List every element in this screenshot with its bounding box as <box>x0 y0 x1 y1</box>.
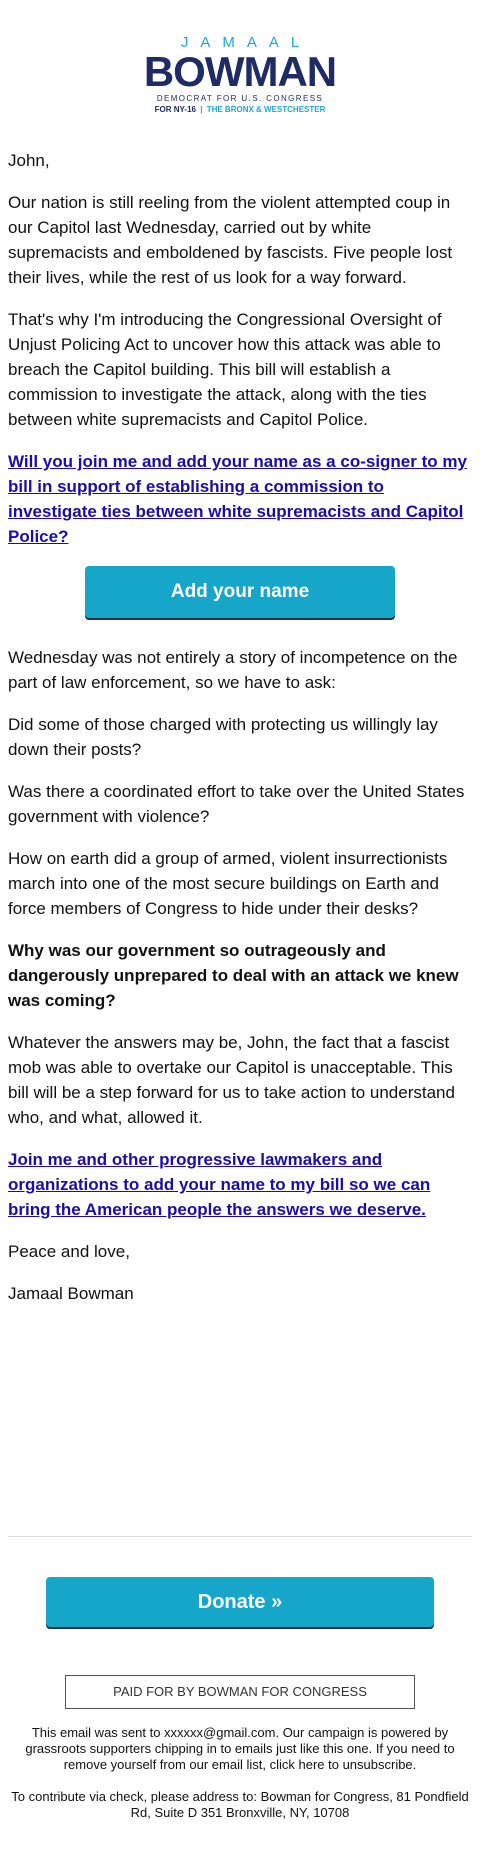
paid-for-box: PAID FOR BY BOWMAN FOR CONGRESS <box>65 1675 415 1709</box>
donate-button[interactable]: Donate » <box>46 1577 434 1627</box>
email-body <box>0 114 480 1306</box>
signature: Jamaal Bowman <box>8 1284 134 1303</box>
logo-tagline: DEMOCRAT FOR U.S. CONGRESS <box>156 94 324 103</box>
cta-paragraph-2 <box>8 1147 472 1222</box>
join-lawmakers-link[interactable]: Join me and other progressive lawmakers and organizations to add your name to my bill so we can bring the American people the answers we deserve. <box>8 1150 431 1219</box>
paragraph-3: Wednesday was not entirely a story of incompetence on the part of law enforcement, so we have to ask: <box>8 648 458 692</box>
donate-button-wrap <box>0 1577 480 1627</box>
greeting: John, <box>8 151 50 170</box>
footer-address: To contribute via check, please address to: Bowman for Congress, 81 Pondfield Rd, Suite D 351 Bronxville, NY, 10708 <box>11 1789 469 1820</box>
paragraph-8: Whatever the answers may be, John, the fact that a fascist mob was able to overtake our Capitol is unacceptable. This bill will be a step forward for us to take action to understand who, and what, allowed it. <box>8 1033 455 1127</box>
paragraph-5: Was there a coordinated effort to take over the United States government with violence? <box>8 782 465 826</box>
paragraph-4: Did some of those charged with protecting us willingly lay down their posts? <box>8 715 438 759</box>
logo-district-separator: | <box>200 105 203 114</box>
footer-notice[interactable]: This email was sent to xxxxxx@gmail.com. Our campaign is powered by grassroots supporters chipping in to emails just like this one. If you need to remove yourself from our email list, click here to unsubscribe. <box>25 1725 455 1772</box>
add-name-button[interactable]: Add your name <box>85 566 395 618</box>
campaign-logo <box>0 0 480 114</box>
logo-first-name: JAMAAL <box>180 34 312 51</box>
paragraph-7-bold: Why was our government so outrageously and dangerously unprepared to deal with an attack we knew was coming? <box>8 941 459 1010</box>
footer-divider <box>8 1536 472 1537</box>
paragraph-2: That's why I'm introducing the Congressional Oversight of Unjust Policing Act to uncover how this attack was able to breach the Capitol building. This bill will establish a commission to investigate the attack, along with the ties between white supremacists and Capitol Police. <box>8 310 442 429</box>
logo-district-left: FOR NY-16 <box>154 105 196 114</box>
logo-last-name: BOWMAN <box>143 48 337 95</box>
blank-space <box>0 1323 480 1536</box>
paragraph-6: How on earth did a group of armed, violent insurrectionists march into one of the most secure buildings on Earth and force members of Congress to hide under their desks? <box>8 849 448 918</box>
logo-district <box>155 105 326 114</box>
cta-paragraph-1 <box>8 449 472 549</box>
paragraph-1: Our nation is still reeling from the violent attempted coup in our Capitol last Wednesday, carried out by white supremacists and emboldened by fascists. Five people lost their lives, while the rest of us look for a way forward. <box>8 193 453 287</box>
signoff: Peace and love, <box>8 1242 130 1261</box>
cosigner-link[interactable]: Will you join me and add your name as a co-signer to my bill in support of establishing a commission to investigate ties between white supremacists and Capitol Police? <box>8 452 467 546</box>
logo-district-right: THE BRONX & WESTCHESTER <box>206 105 326 114</box>
add-name-button-wrap <box>8 566 472 618</box>
